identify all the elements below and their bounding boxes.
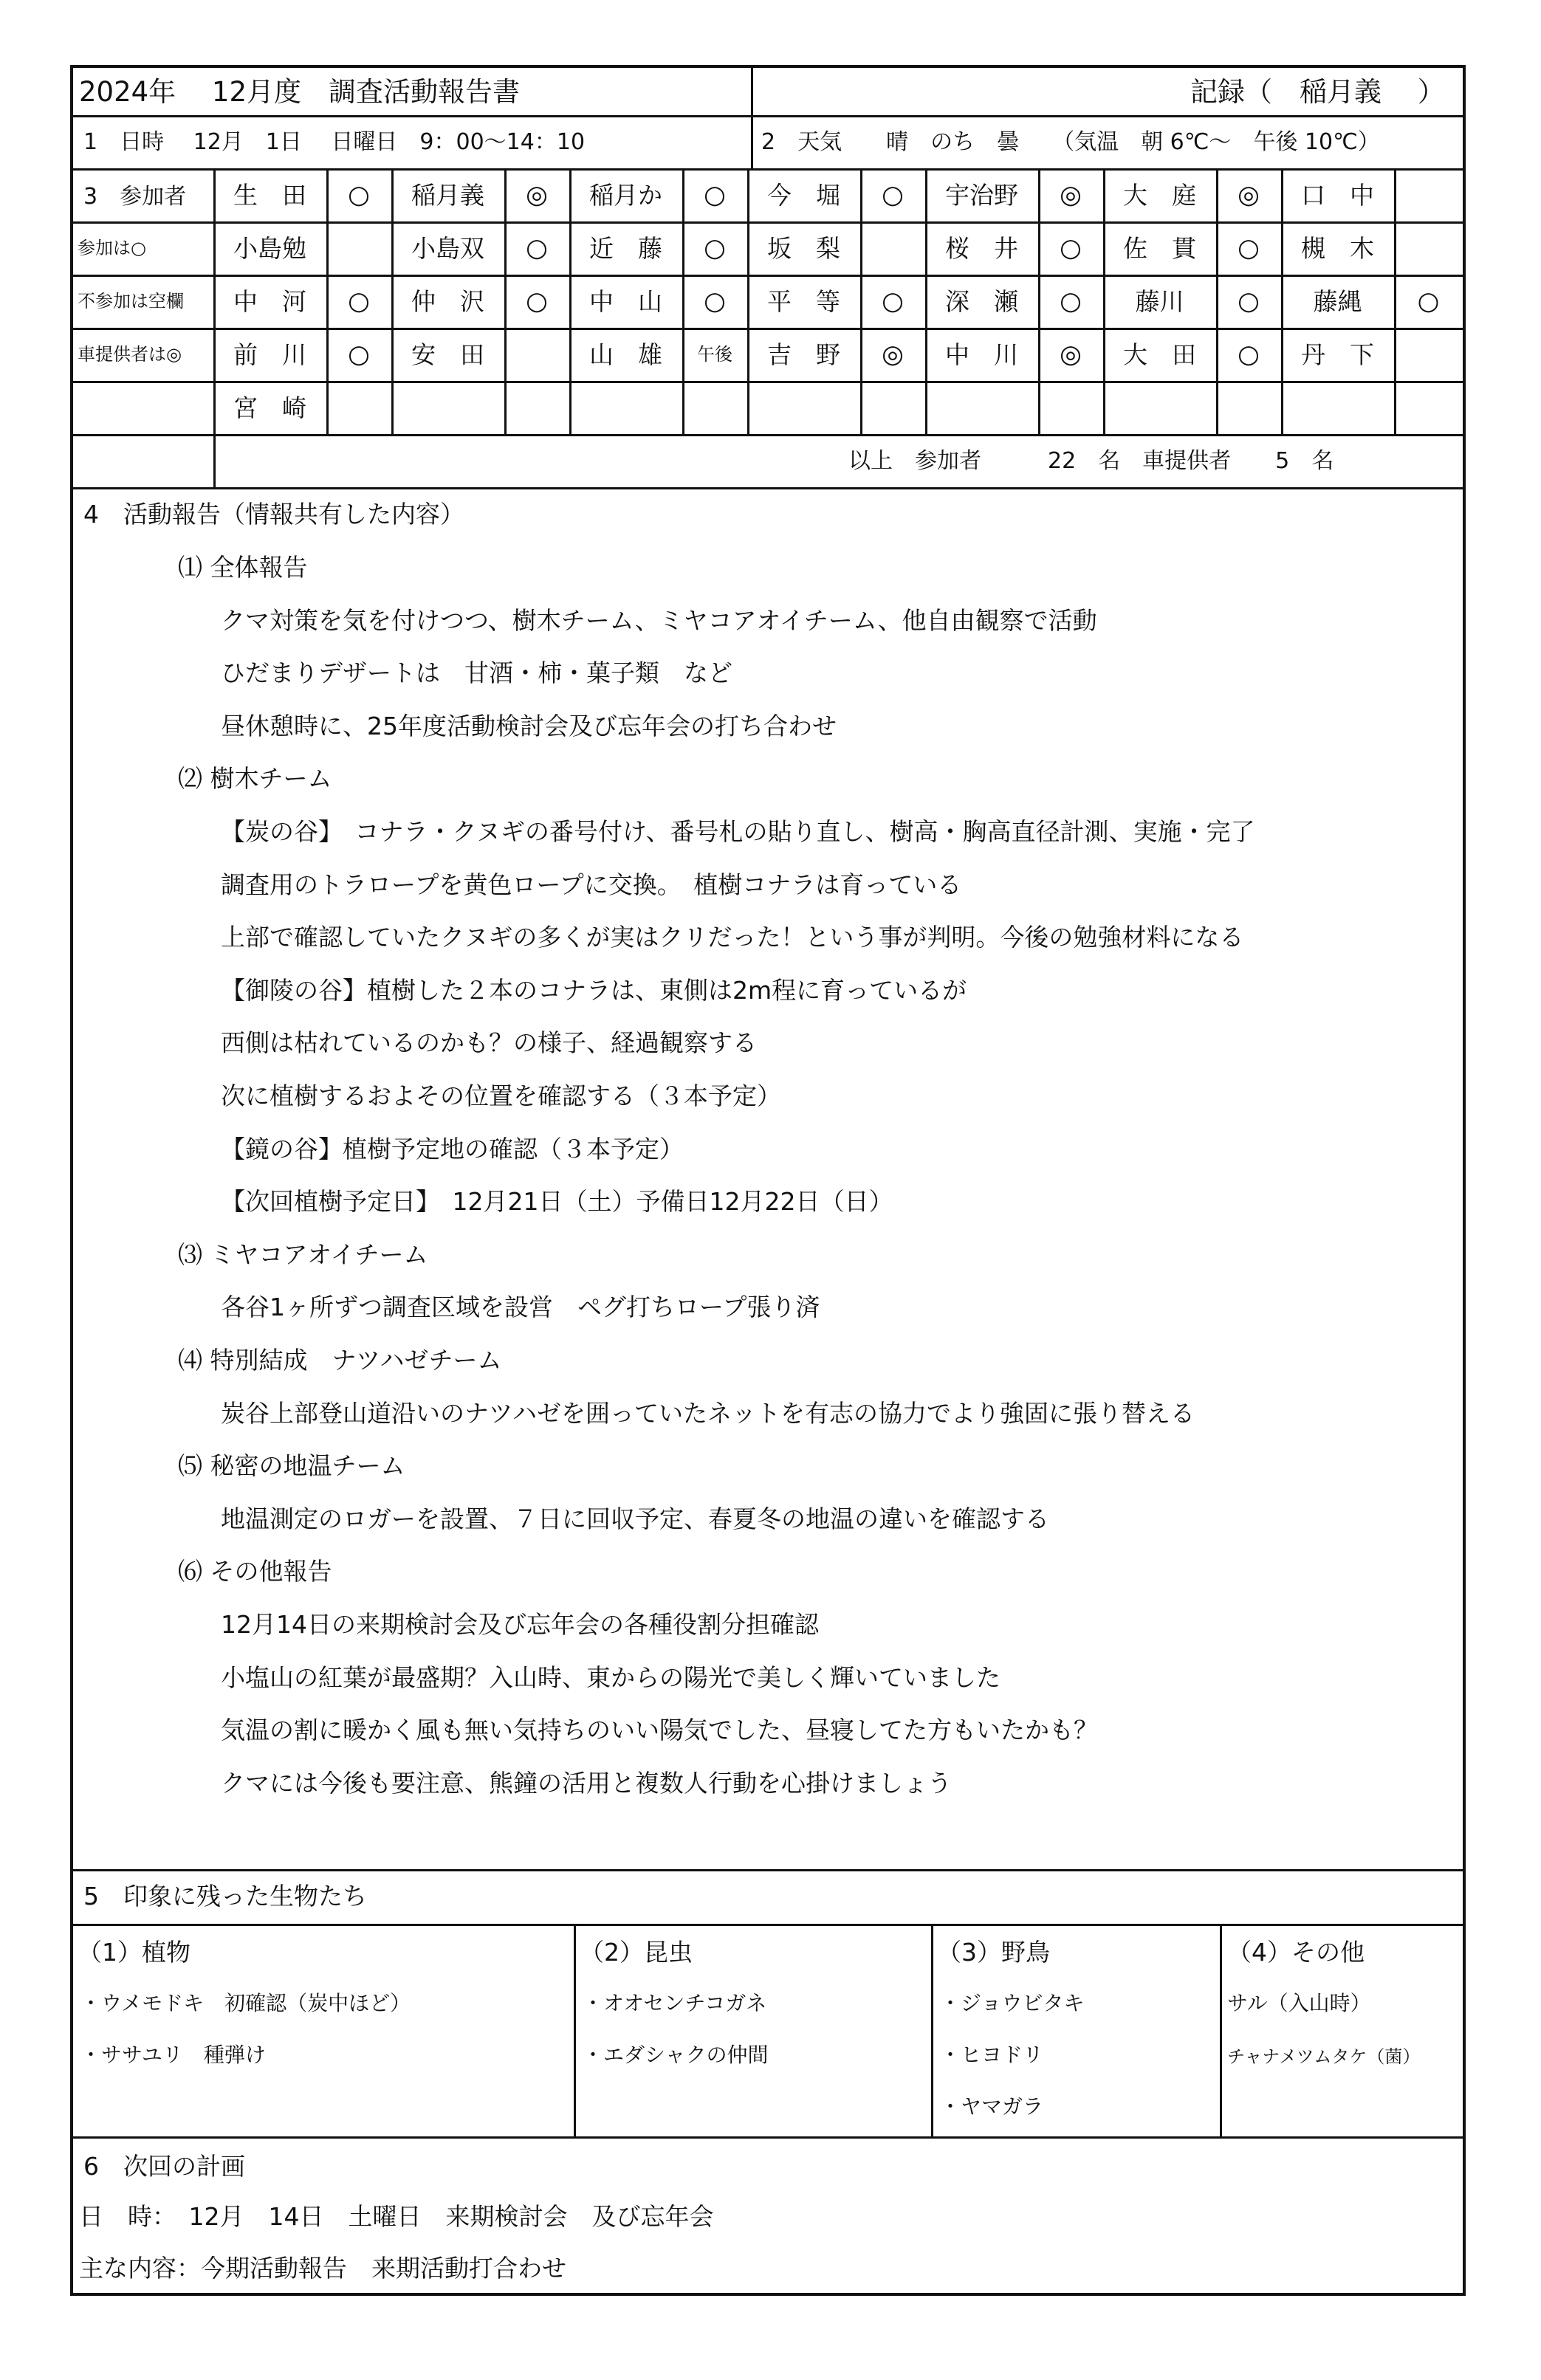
report-line: 各谷1ヶ所ずつ調査区域を設営 ペグ打ちロープ張り済 [221, 1293, 820, 1321]
participant-name: 佐 貫 [1123, 234, 1196, 263]
next-plan-heading: 6 次回の計画 [83, 2152, 245, 2181]
legend-car: 車提供者は◎ [78, 344, 182, 365]
participant-name: 稲月義 [411, 181, 484, 210]
report-line: 調査用のトラロープを黄色ロープに交換。 植樹コナラは育っている [221, 870, 962, 899]
attendance-mark: ○ [704, 180, 726, 210]
plant-item: ・ウメモドキ 初確認（炭中ほど） [80, 1991, 411, 2015]
participant-name: 平 等 [767, 287, 840, 316]
attendance-mark: ○ [1417, 286, 1440, 316]
report-line: 上部で確認していたクヌギの多くが実はクリだった！という事が判明。今後の勉強材料になる [221, 923, 1244, 952]
participant-name: 近 藤 [589, 234, 662, 263]
attendance-mark: ◎ [1060, 340, 1082, 369]
participant-name: 宇治野 [945, 181, 1018, 210]
participant-name: 仲 沢 [411, 287, 484, 316]
report-subheading: ⑴ 全体報告 [178, 553, 308, 582]
report-subheading: ⑶ ミヤコアオイチーム [178, 1240, 428, 1269]
report-line: 西側は枯れているのかも？の様子、経過観察する [221, 1028, 757, 1057]
participant-name: 中 川 [945, 340, 1018, 369]
attendance-mark: ○ [1238, 286, 1260, 316]
birds-title: （3）野鳥 [937, 1938, 1050, 1967]
insect-item: ・オオセンチコガネ [583, 1991, 767, 2015]
weather-info: 2 天気 晴 のち 曇 （気温 朝 6℃〜 午後 10℃） [761, 129, 1380, 155]
report-subheading: ⑷ 特別結成 ナツハゼチーム [178, 1346, 502, 1375]
attendance-mark: ○ [704, 233, 726, 263]
plants-title: （1）植物 [78, 1938, 191, 1967]
report-line: クマ対策を気を付けつつ、樹木チーム、ミヤコアオイチーム、他自由観察で活動 [221, 606, 1097, 635]
participants-label: 3 参加者 [83, 184, 187, 210]
attendance-mark: ◎ [1238, 180, 1260, 210]
report-sheet [70, 65, 1466, 2296]
bird-item: ・ヒヨドリ [940, 2043, 1044, 2067]
report-line: 【炭の谷】 コナラ・クヌギの番号付け、番号札の貼り直し、樹高・胸高直径計測、実施・完了 [221, 817, 1255, 846]
report-line: 次に植樹するおよその位置を確認する（３本予定） [221, 1081, 781, 1110]
report-line: 12月14日の来期検討会及び忘年会の各種役割分担確認 [221, 1610, 819, 1639]
report-line: 昼休憩時に、25年度活動検討会及び忘年会の打ち合わせ [221, 712, 837, 740]
report-line: 小塩山の紅葉が最盛期？入山時、東からの陽光で美しく輝いていました [221, 1663, 1001, 1692]
participant-name: 生 田 [233, 181, 306, 210]
attendance-mark: ○ [1060, 286, 1082, 316]
attendance-mark: ○ [348, 180, 370, 210]
attendance-mark: ○ [1238, 340, 1260, 369]
participant-name: 中 河 [233, 287, 306, 316]
other-title: （4）その他 [1227, 1938, 1365, 1967]
participant-name: 坂 梨 [767, 234, 840, 263]
participant-name: 丹 下 [1301, 340, 1374, 369]
participant-name: 口 中 [1301, 181, 1374, 210]
participant-name: 稲月か [589, 181, 662, 210]
report-line: 地温測定のロガーを設置、７日に回収予定、春夏冬の地温の違いを確認する [221, 1504, 1049, 1533]
insects-title: （2）昆虫 [580, 1938, 693, 1967]
participant-name: 今 堀 [767, 181, 840, 210]
participant-name: 中 山 [589, 287, 662, 316]
attendance-mark: ○ [704, 286, 726, 316]
participant-name: 吉 野 [767, 340, 840, 369]
legend-absent: 不参加は空欄 [78, 291, 184, 312]
participant-name: 藤縄 [1313, 287, 1362, 316]
attendance-mark: ○ [882, 180, 904, 210]
participant-name: 小島勉 [233, 234, 306, 263]
document-title: 2024年 12月度 調査活動報告書 [79, 76, 521, 108]
report-line: 【鏡の谷】植樹予定地の確認（３本予定） [221, 1135, 684, 1163]
report-subheading: ⑸ 秘密の地温チーム [178, 1451, 405, 1480]
participant-name: 藤川 [1135, 287, 1184, 316]
participant-name: 安 田 [411, 340, 484, 369]
attendance-mark: ○ [348, 286, 370, 316]
recorder-label: 記録（ 稲月義 ） [1190, 76, 1445, 108]
date-time-info: 1 日時 12月 1日 日曜日 9：00〜14：10 [83, 129, 586, 155]
attendance-mark: ○ [348, 340, 370, 369]
attendance-mark: ◎ [1060, 180, 1082, 210]
report-line: クマには今後も要注意、熊鐘の活用と複数人行動を心掛けましょう [221, 1769, 952, 1798]
report-line: 気温の割に暖かく風も無い気持ちのいい陽気でした、昼寝してた方もいたかも？ [221, 1716, 1098, 1744]
bird-item: ・ジョウビタキ [940, 1991, 1085, 2015]
participant-name: 宮 崎 [233, 393, 306, 422]
participant-name: 大 田 [1123, 340, 1196, 369]
participant-name: 前 川 [233, 340, 306, 369]
attendance-mark: ◎ [526, 180, 548, 210]
report-line: ひだまりデザートは 甘酒・柿・菓子類 など [221, 658, 732, 687]
participant-name: 槻 木 [1301, 234, 1374, 263]
other-item: サル（入山時） [1227, 1991, 1371, 2015]
next-plan-content: 主な内容：今期活動報告 来期活動打合わせ [79, 2254, 566, 2283]
attendance-mark: ○ [1060, 233, 1082, 263]
report-heading: 4 活動報告（情報共有した内容） [83, 500, 464, 529]
attendance-mark: ○ [526, 286, 548, 316]
attendance-mark: ○ [526, 233, 548, 263]
attendance-mark: ○ [882, 286, 904, 316]
other-item: チャナメツムタケ（菌） [1227, 2046, 1421, 2067]
bird-item: ・ヤマガラ [940, 2094, 1044, 2119]
attendance-mark: ○ [1238, 233, 1260, 263]
plant-item: ・ササユリ 種弾け [80, 2043, 266, 2067]
participant-name: 深 瀬 [945, 287, 1018, 316]
attendance-mark: ◎ [882, 340, 904, 369]
report-line: 【次回植樹予定日】 12月21日（土）予備日12月22日（日） [221, 1187, 893, 1216]
participant-name: 山 雄 [589, 340, 662, 369]
attendance-mark: 午後 [697, 344, 732, 365]
report-line: 炭谷上部登山道沿いのナツハゼを囲っていたネットを有志の協力でより強固に張り替える [221, 1399, 1195, 1428]
report-subheading: ⑹ その他報告 [178, 1557, 332, 1586]
participant-name: 小島双 [411, 234, 484, 263]
creatures-heading: 5 印象に残った生物たち [83, 1882, 367, 1910]
next-plan-date: 日 時： 12月 14日 土曜日 来期検討会 及び忘年会 [79, 2202, 714, 2231]
participants-summary: 以上 参加者 22 名 車提供者 5 名 [848, 448, 1334, 474]
report-subheading: ⑵ 樹木チーム [178, 764, 332, 793]
participant-name: 桜 井 [945, 234, 1018, 263]
report-line: 【御陵の谷】植樹した２本のコナラは、東側は2m程に育っているが [221, 976, 967, 1005]
participant-name: 大 庭 [1123, 181, 1196, 210]
legend-attend: 参加は○ [78, 238, 146, 258]
insect-item: ・エダシャクの仲間 [583, 2043, 769, 2067]
